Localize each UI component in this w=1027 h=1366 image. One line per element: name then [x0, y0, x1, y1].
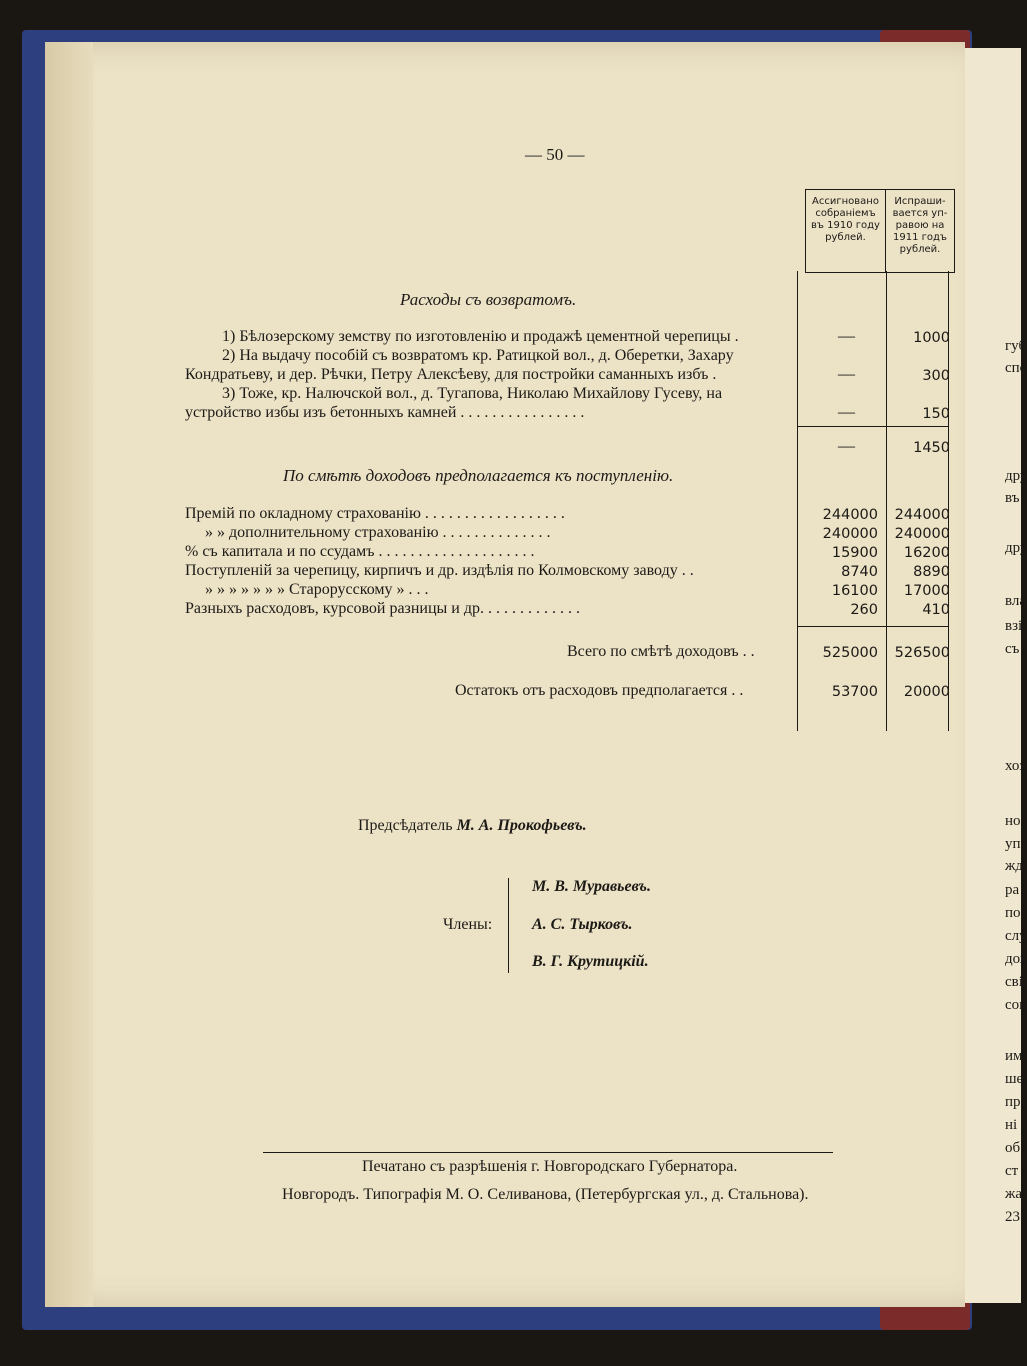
- next-page-text: ні: [1005, 1117, 1018, 1133]
- chair-signature: [358, 817, 587, 835]
- subtotal-rule: [797, 426, 949, 427]
- total-rule: [797, 626, 949, 627]
- remainder-requested: 20000: [903, 684, 950, 700]
- subtotal-requested: 1450: [913, 440, 950, 456]
- chair-name: М. А. Прокофьевъ.: [456, 817, 587, 834]
- income-line: Премій по окладному страхованію . . . . . . . . . . . . . . . . . .: [185, 505, 565, 522]
- requested-value: 244000: [894, 507, 950, 523]
- assigned-value: 16100: [831, 583, 878, 599]
- next-page-text: ше: [1005, 1071, 1024, 1087]
- next-page-text: слу: [1005, 928, 1027, 944]
- member-name: А. С. Тырковъ.: [532, 916, 633, 933]
- assigned-value: 8740: [841, 564, 878, 580]
- requested-value: 300: [922, 368, 950, 384]
- next-page-text: спо: [1005, 360, 1027, 376]
- next-page-text: ноі: [1005, 813, 1025, 829]
- income-total-assigned: 525000: [822, 645, 878, 661]
- next-page-text: съ: [1005, 641, 1020, 657]
- next-page-text: жа: [1005, 1186, 1023, 1202]
- next-page-text: сог: [1005, 997, 1026, 1013]
- next-page-fragment: [965, 48, 1027, 1303]
- item-line: 1) Бѣлозерскому земству по изготовленію и продажѣ цементной черепицы .: [222, 328, 739, 345]
- member-name: М. В. Муравьевъ.: [532, 878, 651, 895]
- chair-label: Предсѣдатель: [358, 817, 453, 834]
- subtotal-assigned: —: [838, 436, 855, 455]
- next-page-text: 23: [1005, 1209, 1020, 1225]
- requested-value: 17000: [903, 583, 950, 599]
- section-title-income: По смѣтѣ доходовъ предполагается къ поступленію.: [283, 466, 674, 485]
- next-page-text: дру: [1005, 540, 1027, 556]
- item-line: 3) Тоже, кр. Налючской вол., д. Тугапова, Николаю Михайлову Гусеву, на: [222, 385, 723, 402]
- next-page-text: пр: [1005, 1094, 1021, 1110]
- page-gutter: [45, 42, 93, 1307]
- page-number: — 50 —: [525, 145, 585, 164]
- next-page-text: по: [1005, 905, 1021, 921]
- printer-imprint: Новгородъ. Типографія М. О. Селиванова, (Петербургская ул., д. Стальнова).: [282, 1186, 809, 1203]
- income-line: » » дополнительному страхованію . . . . . . . . . . . . . .: [205, 524, 551, 541]
- table-left-rule: [797, 271, 798, 731]
- next-page-text: жд: [1005, 858, 1023, 874]
- assigned-value: —: [838, 364, 855, 383]
- requested-value: 150: [922, 406, 950, 422]
- requested-value: 240000: [894, 526, 950, 542]
- next-page-text: въ: [1005, 490, 1020, 506]
- assigned-value: —: [838, 326, 855, 345]
- next-page-text: взі: [1005, 618, 1023, 634]
- member-name: В. Г. Крутицкій.: [532, 953, 649, 970]
- assigned-value: 15900: [831, 545, 878, 561]
- members-label: Члены:: [443, 916, 493, 933]
- income-line: Поступленій за черепицу, кирпичъ и др. издѣлія по Колмовскому заводу . .: [185, 562, 694, 579]
- income-total-label: Всего по смѣтѣ доходовъ . .: [567, 643, 755, 660]
- next-page-text: вла: [1005, 593, 1027, 609]
- income-total-requested: 526500: [894, 645, 950, 661]
- income-line: % съ капитала и по ссудамъ . . . . . . . . . . . . . . . . . . . .: [185, 543, 535, 560]
- item-line: Кондратьеву, и дер. Рѣчки, Петру Алексѣеву, для постройки саманныхъ избъ .: [185, 366, 717, 383]
- table-header: [805, 189, 955, 273]
- table-mid-rule: [886, 271, 887, 731]
- section-title-refundable: Расходы съ возвратомъ.: [400, 290, 577, 309]
- column-header-requested: Испраши-вается уп-равою на 1911 годъ рублей.: [892, 196, 948, 255]
- requested-value: 8890: [913, 564, 950, 580]
- next-page-text: дох: [1005, 951, 1027, 967]
- footer-rule: [263, 1152, 833, 1153]
- next-page-text: хоз: [1005, 758, 1026, 774]
- income-line: Разныхъ расходовъ, курсовой разницы и др. . . . . . . . . . . . .: [185, 600, 581, 617]
- remainder-label: Остатокъ отъ расходовъ предполагается . .: [455, 682, 744, 699]
- requested-value: 16200: [903, 545, 950, 561]
- requested-value: 410: [922, 602, 950, 618]
- next-page-text: уп: [1005, 836, 1021, 852]
- next-page-text: губ: [1005, 338, 1027, 354]
- print-permission: Печатано съ разрѣшенія г. Новгородскаго Губернатора.: [362, 1158, 738, 1175]
- next-page-text: об: [1005, 1140, 1021, 1156]
- item-line: 2) На выдачу пособій съ возвратомъ кр. Ратицкой вол., д. Оберетки, Захару: [222, 347, 734, 364]
- income-line: » » » » » » » Старорусскому » . . .: [205, 581, 429, 598]
- assigned-value: 240000: [822, 526, 878, 542]
- assigned-value: 260: [850, 602, 878, 618]
- next-page-text: ст: [1005, 1163, 1019, 1179]
- requested-value: 1000: [913, 330, 950, 346]
- assigned-value: 244000: [822, 507, 878, 523]
- next-page-text: сві: [1005, 974, 1023, 990]
- members-brace: [508, 878, 509, 973]
- assigned-value: —: [838, 402, 855, 421]
- item-line: устройство избы изъ бетонныхъ камней . . . . . . . . . . . . . . . .: [185, 404, 585, 421]
- next-page-text: им: [1005, 1048, 1023, 1064]
- remainder-assigned: 53700: [831, 684, 878, 700]
- column-header-assigned: Ассигновано собраніемъ въ 1910 году рублей.: [806, 190, 886, 272]
- next-page-text: ра: [1005, 882, 1020, 898]
- next-page-text: дру: [1005, 468, 1027, 484]
